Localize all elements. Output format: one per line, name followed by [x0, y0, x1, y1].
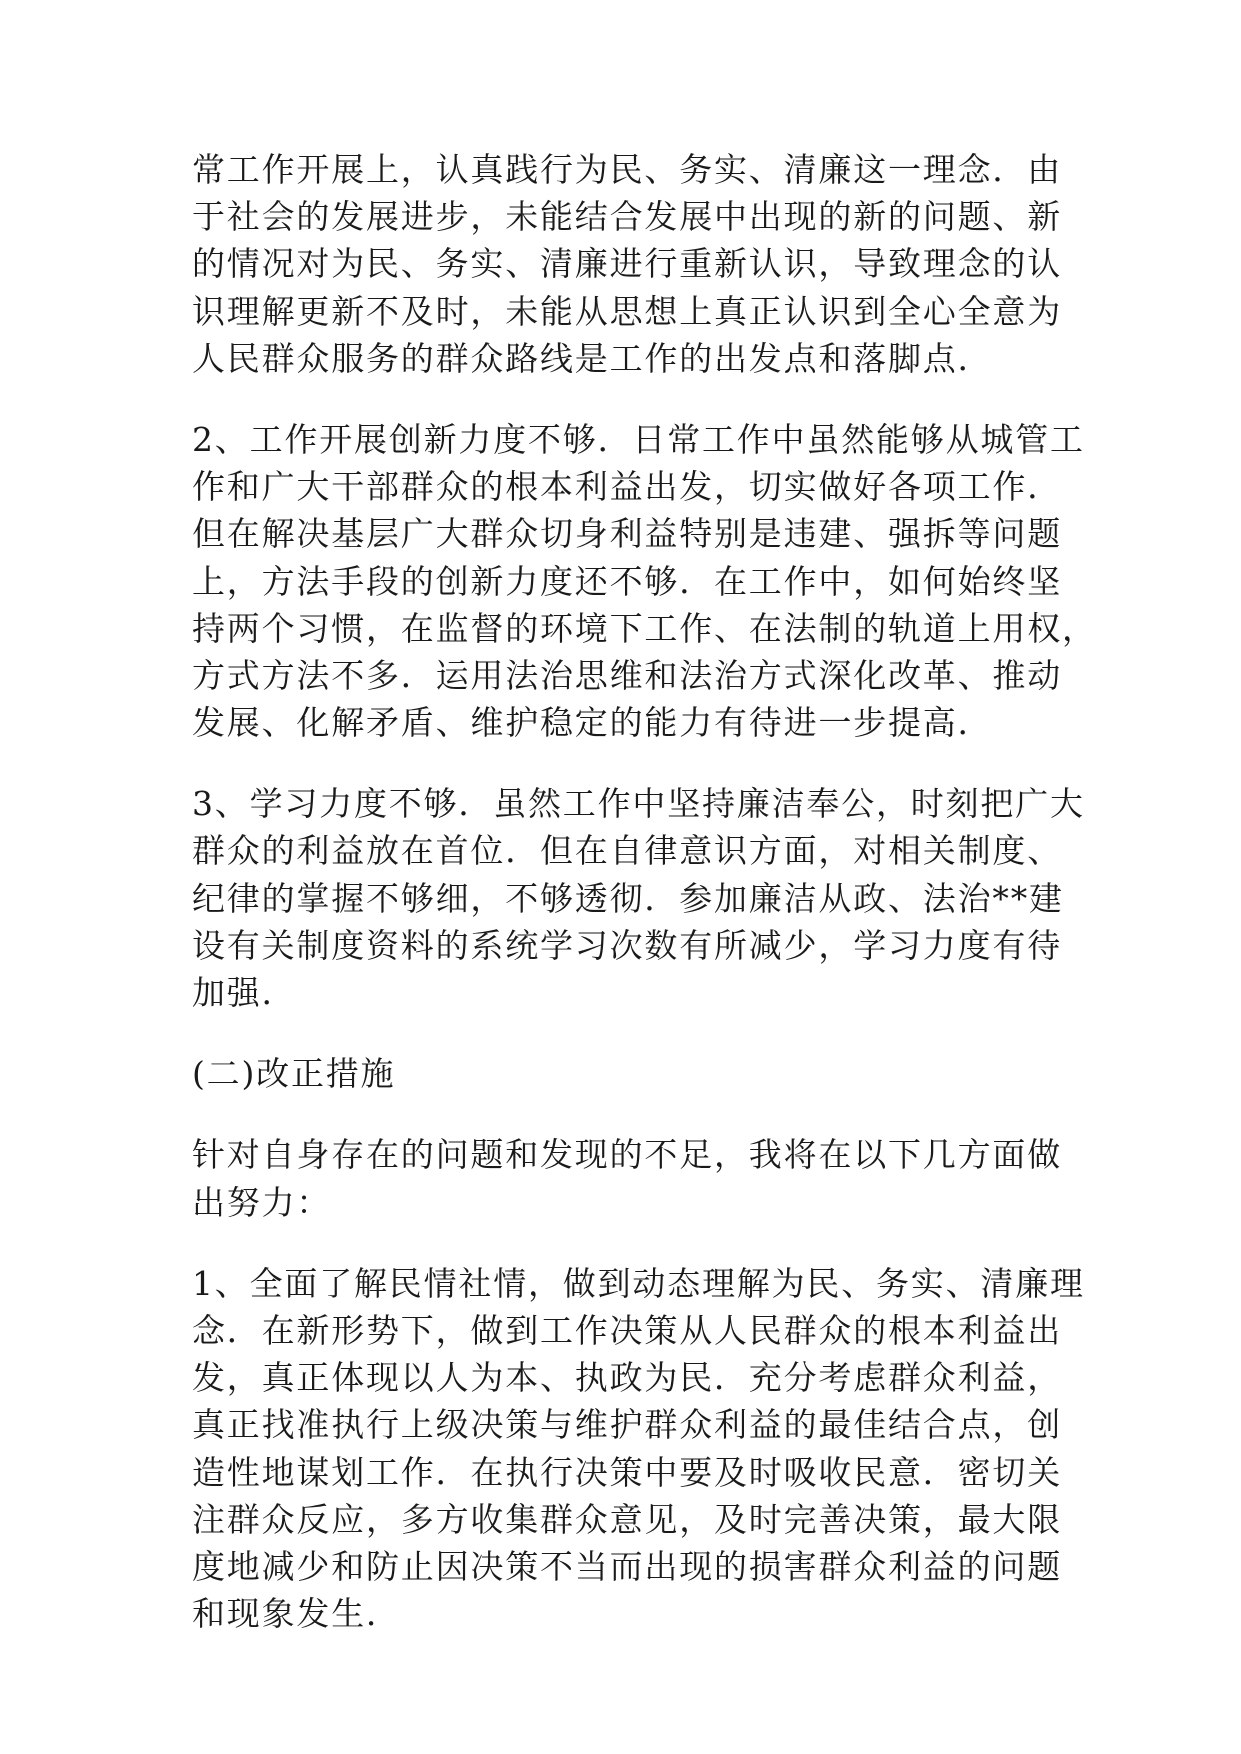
text-line: 2、工作开展创新力度不够．日常工作中虽然能够从城管工: [192, 419, 1085, 459]
document-body: [192, 146, 1097, 1671]
paragraph-issue-2: [192, 416, 1097, 746]
text-line: 真正找准执行上级决策与维护群众利益的最佳结合点，创: [192, 1405, 1062, 1445]
paragraph-measure-1: [192, 1260, 1085, 1638]
paragraph-intro-continuation: [192, 146, 1062, 382]
text-line: 3、学习力度不够．虽然工作中坚持廉洁奉公，时刻把广大: [192, 784, 1085, 824]
text-line: 人民群众服务的群众路线是工作的出发点和落脚点．: [192, 338, 993, 378]
text-line: 常工作开展上，认真践行为民、务实、清廉这一理念．由: [192, 150, 1062, 189]
text-line: 发展、化解矛盾、维护稳定的能力有待进一步提高．: [192, 703, 993, 743]
text-line: 1、全面了解民情社情，做到动态理解为民、务实、清廉理: [192, 1263, 1085, 1303]
text-line: 但在解决基层广大群众切身利益特别是违建、强拆等问题: [192, 514, 1062, 554]
text-line: 度地减少和防止因决策不当而出现的损害群众利益的问题: [192, 1546, 1062, 1586]
heading-text: (二)改正措施: [192, 1054, 396, 1094]
text-line: 注群众反应，多方收集群众意见，及时完善决策，最大限: [192, 1499, 1062, 1539]
paragraph-issue-3: [192, 780, 1085, 1016]
text-line: 出努力：: [192, 1182, 332, 1222]
text-line: 纪律的掌握不够细，不够透彻．参加廉洁从政、法治**建: [192, 878, 1064, 918]
text-line: 的情况对为民、务实、清廉进行重新认识，导致理念的认: [192, 244, 1062, 284]
text-line: 识理解更新不及时，未能从思想上真正认识到全心全意为: [192, 291, 1062, 331]
text-line: 加强．: [192, 973, 297, 1012]
paragraph-measures-intro: [192, 1131, 1062, 1225]
text-line: 发，真正体现以人为本、执政为民．充分考虑群众利益，: [192, 1358, 1062, 1398]
text-line: 持两个习惯，在监督的环境下工作、在法制的轨道上用权，: [192, 608, 1097, 648]
section-heading-measures: [192, 1050, 1062, 1097]
text-line: 方式方法不多．运用法治思维和法治方式深化改革、推动: [192, 655, 1062, 695]
text-line: 于社会的发展进步，未能结合发展中出现的新的问题、新: [192, 197, 1062, 237]
text-line: 设有关制度资料的系统学习次数有所减少，学习力度有待: [192, 925, 1062, 965]
text-line: 念．在新形势下，做到工作决策从人民群众的根本利益出: [192, 1310, 1062, 1350]
text-line: 作和广大干部群众的根本利益出发，切实做好各项工作．: [192, 467, 1062, 507]
text-line: 造性地谋划工作．在执行决策中要及时吸收民意．密切关: [192, 1452, 1062, 1492]
text-line: 针对自身存在的问题和发现的不足，我将在以下几方面做: [192, 1135, 1062, 1175]
text-line: 和现象发生．: [192, 1594, 401, 1634]
text-line: 群众的利益放在首位．但在自律意识方面，对相关制度、: [192, 831, 1062, 871]
text-line: 上，方法手段的创新力度还不够．在工作中，如何始终坚: [192, 561, 1062, 601]
